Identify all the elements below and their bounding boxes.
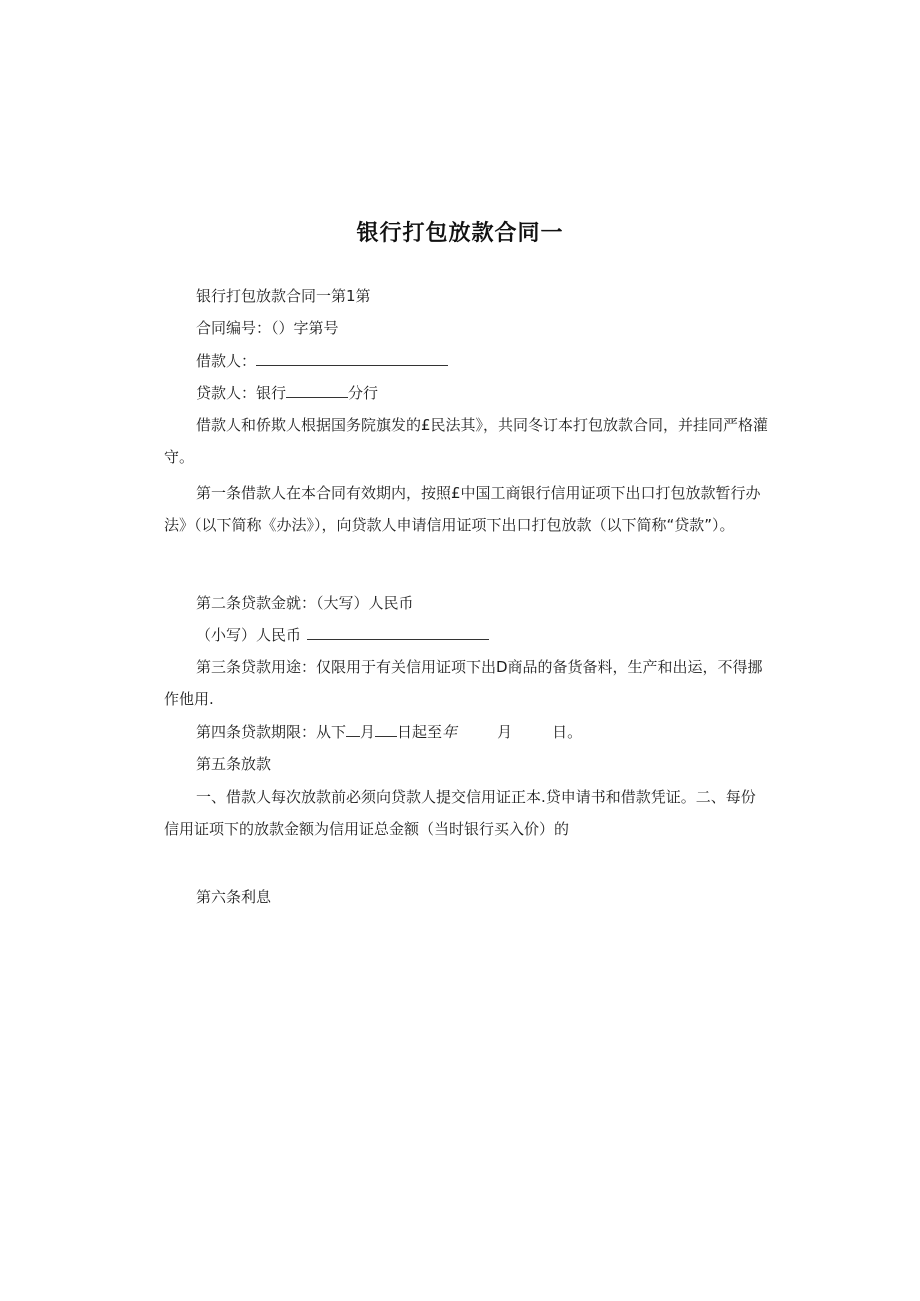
heading-line: 银行打包放款合同一第1第: [196, 287, 371, 305]
article-4-line: [196, 716, 806, 748]
article-2-small-label: （小写）人民币: [196, 626, 302, 644]
document-title: 银行打包放款合同一: [356, 221, 564, 246]
contract-number: 合同编号：（）字第号: [196, 319, 339, 337]
start-month-blank: [346, 724, 360, 737]
article-6-label: 第六条利息: [196, 888, 272, 906]
article-4-day-1: 日起至: [397, 723, 443, 741]
article-4-month-1: 月: [360, 723, 376, 741]
article-4-year-2: 年: [442, 723, 458, 741]
borrower-blank: [256, 353, 448, 366]
intro-paragraph: 借款人和侨欺人根据国务院旗发的£民法其》，共同冬订本打包放款合同，并挂同严格灌守。: [164, 416, 769, 466]
article-2-amount-small-line: [196, 619, 806, 651]
lender-label: 贷款人：银行: [196, 384, 287, 402]
lender-branch-blank: [286, 385, 348, 398]
article-3-paragraph: 第三条贷款用途：仅限用于有关信用证项下出D商品的备货备料，生产和出运，不得挪作他用.: [164, 658, 763, 708]
article-5-label: 第五条放款: [196, 755, 272, 773]
article-4-month-2: 月: [497, 723, 513, 741]
article-2-amount-uppercase: 第二条贷款金就：（大写）人民币: [196, 594, 414, 612]
borrower-label: 借款人：: [196, 352, 257, 370]
article-4-day-2: 日。: [552, 723, 583, 741]
lender-line: [196, 377, 806, 409]
article-1-paragraph: 第一条借款人在本合同有效期内，按照£中国工商银行信用证项下出口打包放款暂行办法》（以下简称《办法》），向贷款人申请信用证项下出口打包放款（以下简称“贷款”）。: [164, 484, 761, 534]
article-5-paragraph: 一、借款人每次放款前必须向贷款人提交信用证正本.贷申请书和借款凭证。二、每份信用证项下的放款金额为信用证总金额（当时银行买入价）的: [164, 788, 756, 838]
amount-blank: [307, 627, 489, 640]
borrower-line: [196, 345, 806, 377]
article-4-prefix: 第四条贷款期限：从下: [196, 723, 347, 741]
lender-suffix: 分行: [348, 384, 379, 402]
start-day-blank: [375, 724, 397, 737]
